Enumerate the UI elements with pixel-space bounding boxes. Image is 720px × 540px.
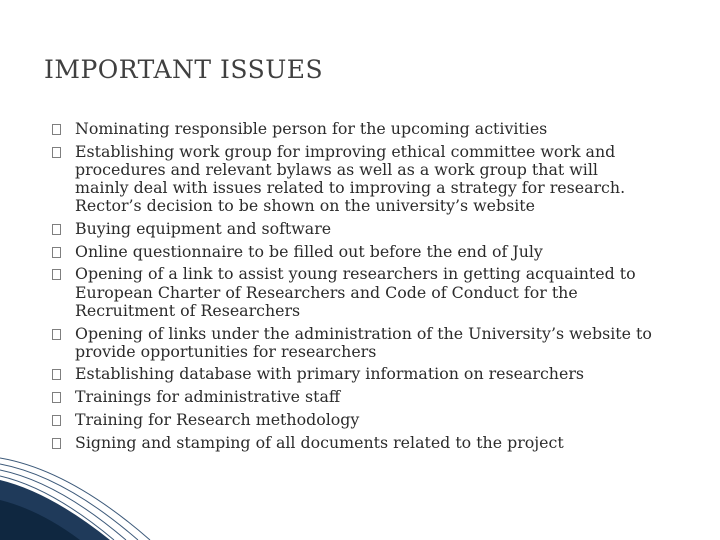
list-item: [52, 411, 652, 429]
list-item-text: Establishing work group for improving ethical committee work and procedures and relevant bylaws as well as a work group that will mainly deal with issues related to improving a strategy for research. Rector’s decision to be shown on the university’s website: [75, 141, 626, 216]
list-item: [52, 365, 652, 383]
square-bullet-icon: [52, 247, 61, 258]
list-item-text: Signing and stamping of all documents related to the project: [75, 432, 564, 452]
list-item: [52, 434, 652, 452]
list-item: [52, 120, 652, 138]
list-item: [52, 143, 652, 216]
list-item: [52, 265, 652, 320]
square-bullet-icon: [52, 124, 61, 135]
square-bullet-icon: [52, 329, 61, 340]
square-bullet-icon: [52, 224, 61, 235]
list-item: [52, 325, 652, 361]
square-bullet-icon: [52, 147, 61, 158]
square-bullet-icon: [52, 369, 61, 380]
bullet-list: [52, 120, 652, 456]
list-item-text: Trainings for administrative staff: [75, 387, 341, 407]
list-item: [52, 220, 652, 238]
square-bullet-icon: [52, 269, 61, 280]
list-item: [52, 388, 652, 406]
list-item-text: Training for Research methodology: [75, 409, 360, 429]
square-bullet-icon: [52, 415, 61, 426]
list-item-text: Establishing database with primary information on researchers: [75, 364, 584, 384]
slide-title: IMPORTANT ISSUES: [44, 55, 324, 84]
list-item-text: Opening of a link to assist young researchers in getting acquainted to European Charter of Researchers and Code of Conduct for the Recruitment of Researchers: [75, 264, 636, 320]
list-item: [52, 243, 652, 261]
square-bullet-icon: [52, 438, 61, 449]
list-item-text: Nominating responsible person for the upcoming activities: [75, 119, 548, 138]
list-item-text: Online questionnaire to be filled out before the end of July: [75, 241, 543, 261]
square-bullet-icon: [52, 392, 61, 403]
list-item-text: Opening of links under the administration of the University’s website to provide opportunities for researchers: [75, 323, 652, 361]
list-item-text: Buying equipment and software: [75, 219, 332, 239]
